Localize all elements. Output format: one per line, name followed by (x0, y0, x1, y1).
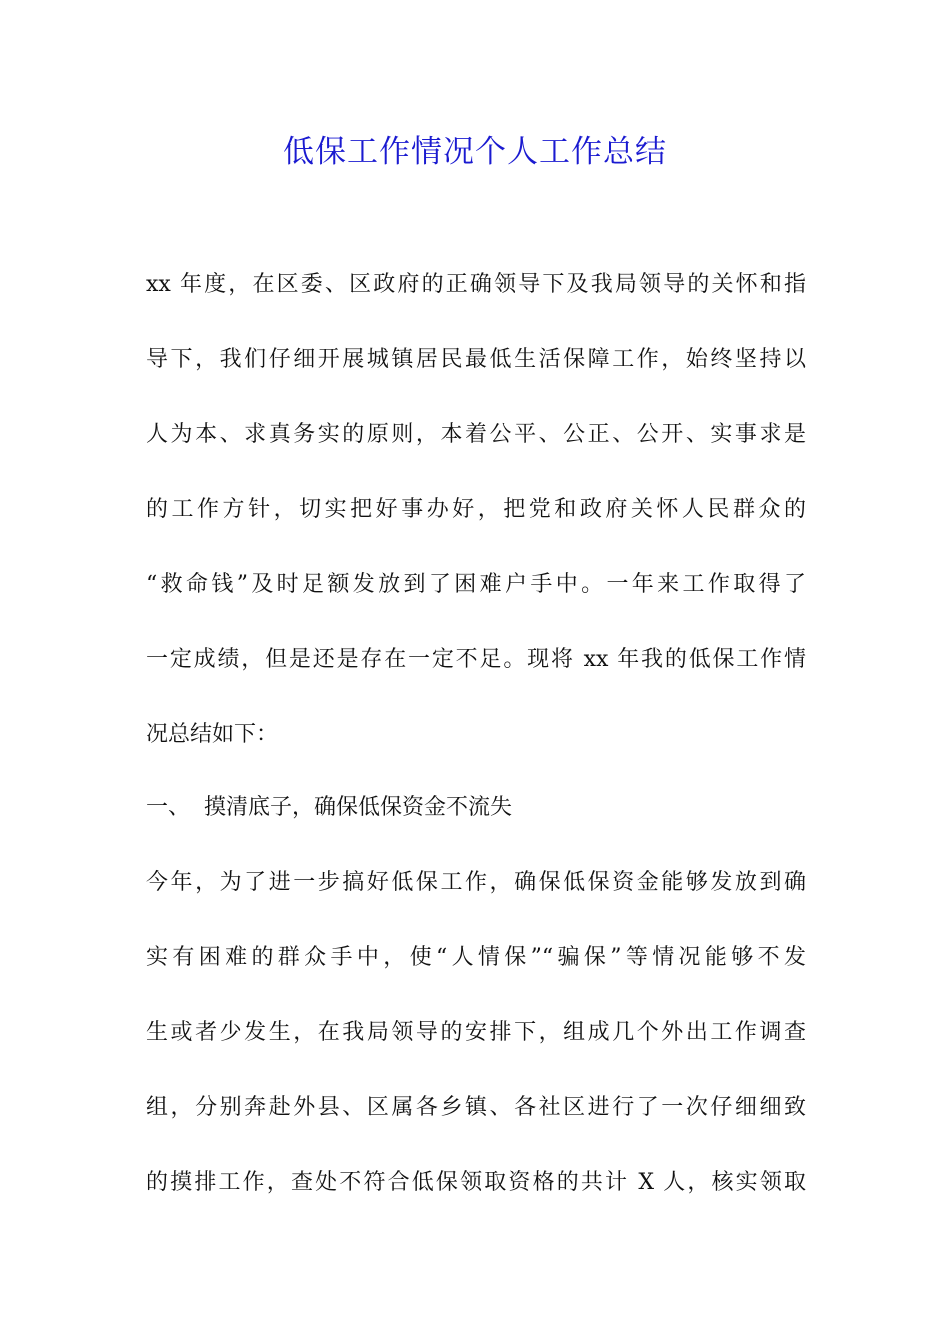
paragraph-line: 的摸排工作，查处不符合低保领取资格的共计 X 人，核实领取 (146, 1170, 806, 1195)
paragraph-line: 今年，为了进一步搞好低保工作，确保低保资金能够发放到确 (146, 870, 806, 895)
document-title: 低保工作情况个人工作总结 (283, 134, 667, 170)
paragraph-line: 导下，我们仔细开展城镇居民最低生活保障工作，始终坚持以 (146, 347, 806, 372)
paragraph-line: 实有困难的群众手中，使“人情保”“骗保”等情况能够不发 (146, 945, 806, 970)
paragraph-line: 一定成绩，但是还是存在一定不足。现将 xx 年我的低保工作情 (146, 647, 806, 672)
section-heading: 一、 摸清底子，确保低保资金不流失 (146, 795, 512, 820)
paragraph-line: 的工作方针，切实把好事办好，把党和政府关怀人民群众的 (146, 497, 806, 522)
paragraph-line: 生或者少发生，在我局领导的安排下，组成几个外出工作调查 (146, 1020, 806, 1045)
paragraph-line: xx 年度，在区委、区政府的正确领导下及我局领导的关怀和指 (146, 272, 806, 297)
paragraph-line: 人为本、求真务实的原则，本着公平、公正、公开、实事求是 (146, 422, 806, 447)
paragraph-line: 组，分别奔赴外县、区属各乡镇、各社区进行了一次仔细细致 (146, 1095, 806, 1120)
paragraph-line: “救命钱”及时足额发放到了困难户手中。一年来工作取得了 (146, 572, 806, 597)
paragraph-line: 况总结如下： (146, 722, 279, 747)
